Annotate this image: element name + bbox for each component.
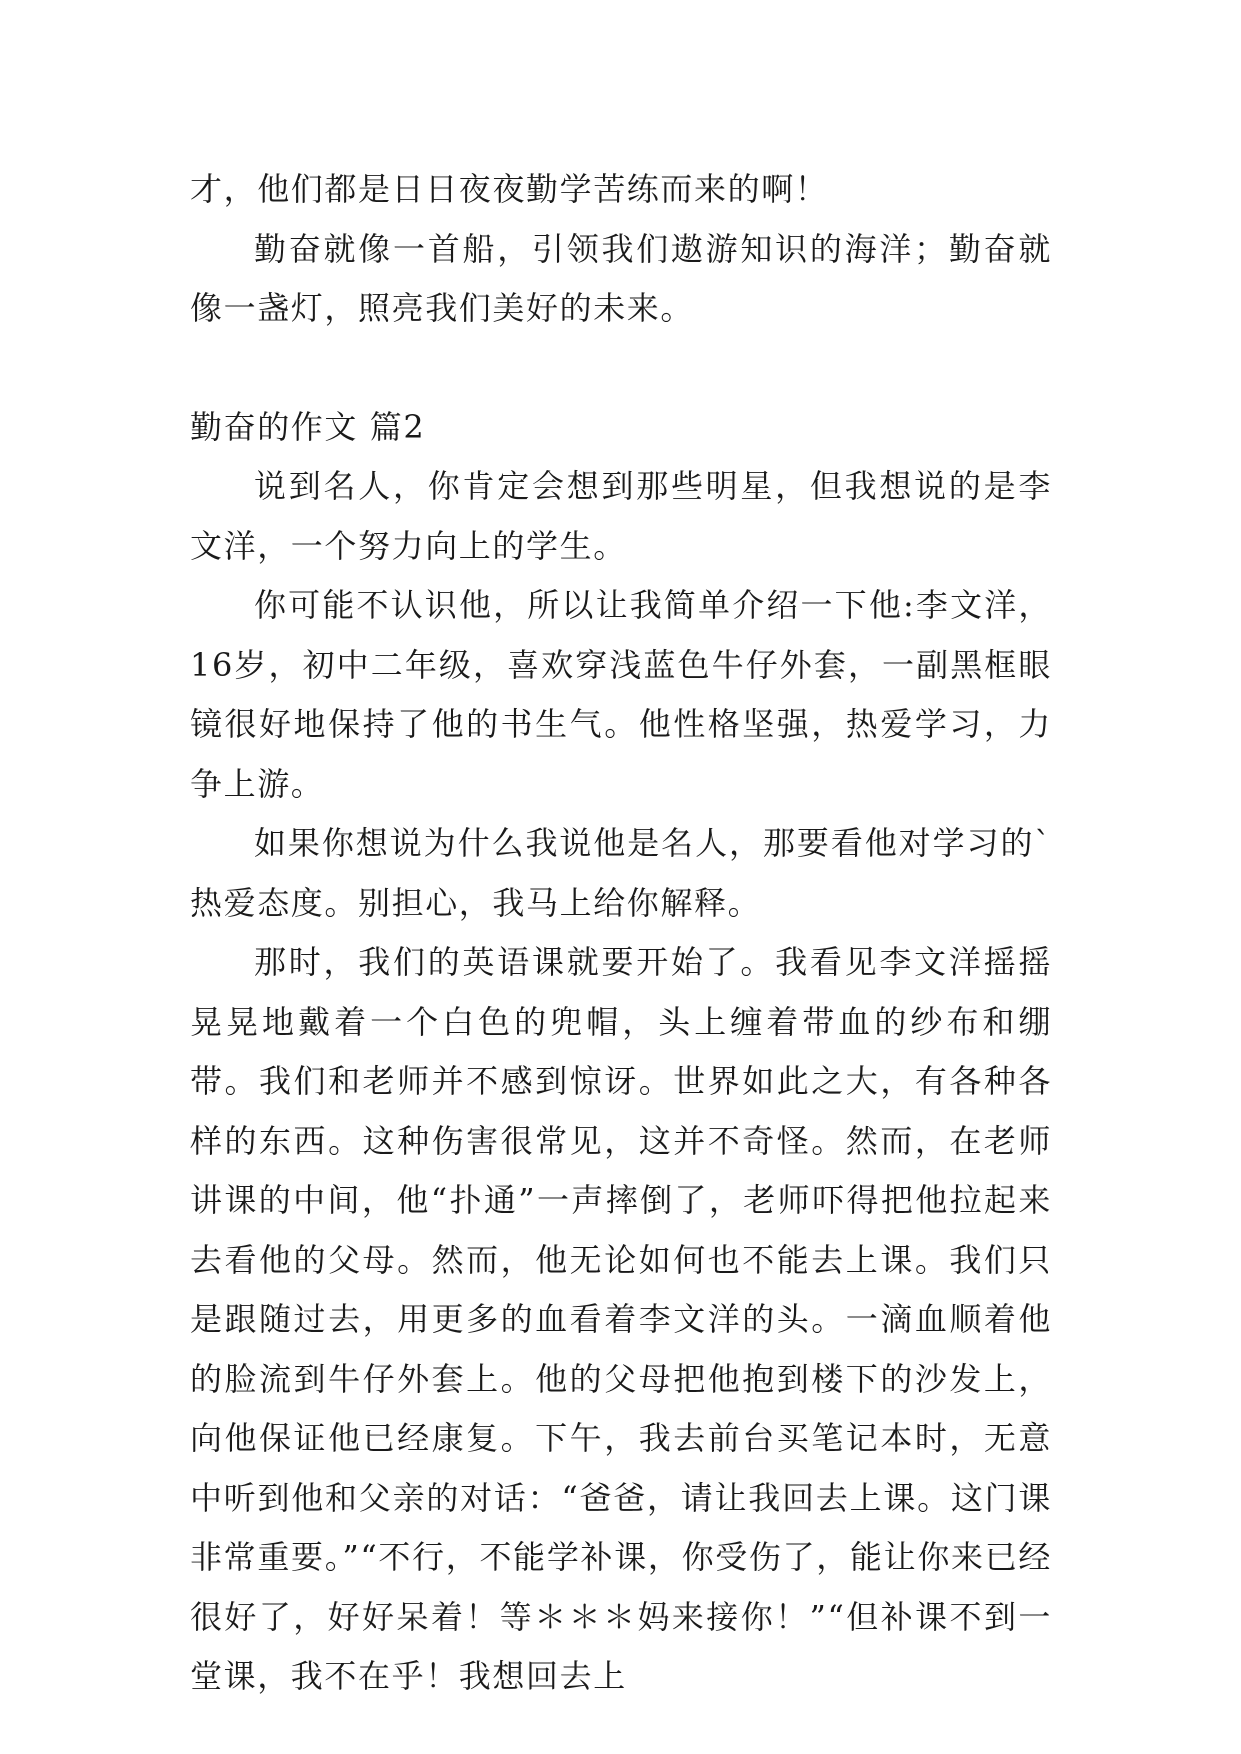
paragraph-description: 你可能不认识他，所以让我简单介绍一下他:李文洋，16岁，初中二年级，喜欢穿浅蓝色牛仔外套，一副黑框眼镜很好地保持了他的书生气。他性格坚强，热爱学习，力争上游。 — [190, 586, 1052, 803]
paragraph-intro: 说到名人，你肯定会想到那些明星，但我想说的是李文洋，一个努力向上的学生。 — [190, 467, 1052, 565]
section-gap — [190, 339, 1052, 398]
paragraph-continuation: 才，他们都是日日夜夜勤学苦练而来的啊！ — [190, 170, 829, 208]
document-body — [190, 160, 1052, 1707]
section-heading: 勤奋的作文 篇2 — [190, 407, 426, 446]
paragraph-story: 那时，我们的英语课就要开始了。我看见李文洋摇摇晃晃地戴着一个白色的兜帽，头上缠着带血的纱布和绷带。我们和老师并不感到惊讶。世界如此之大，有各种各样的东西。这种伤害很常见，这并不奇怪。然而，在老师讲课的中间，他“扑通”一声摔倒了，老师吓得把他拉起来去看他的父母。然而，他无论如何也不能去上课。我们只是跟随过去，用更多的血看着李文洋的头。一滴血顺着他的脸流到牛仔外套上。他的父母把他抱到楼下的沙发上，向他保证他已经康复。下午，我去前台买笔记本时，无意中听到他和父亲的对话：“爸爸，请让我回去上课。这门课非常重要。”“不行，不能学补课，你受伤了，能让你来已经很好了，好好呆着！等＊＊＊妈来接你！”“但补课不到一堂课，我不在乎！我想回去上 — [190, 943, 1052, 1695]
paragraph-conclusion: 勤奋就像一首船，引领我们遨游知识的海洋；勤奋就像一盏灯，照亮我们美好的未来。 — [190, 229, 1052, 327]
paragraph-transition: 如果你想说为什么我说他是名人，那要看他对学习的`热爱态度。别担心，我马上给你解释。 — [190, 824, 1052, 922]
